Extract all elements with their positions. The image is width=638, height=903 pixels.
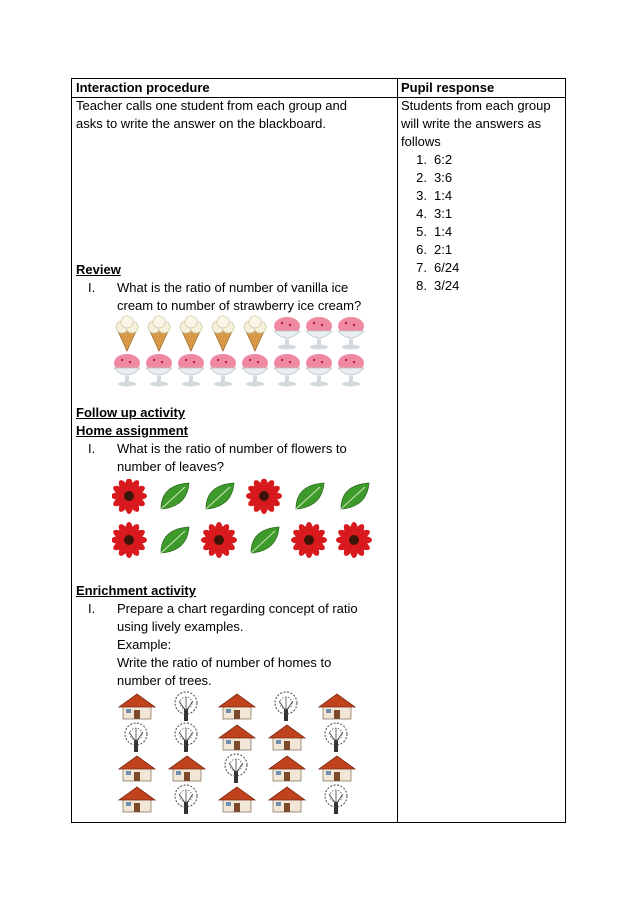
tree-icon (175, 692, 197, 721)
leaf-icon (161, 527, 189, 553)
enrichment-heading: Enrichment activity (76, 583, 196, 598)
enrichment-line-2: using lively examples. (117, 619, 244, 634)
intro-line-2: asks to write the answer on the blackboard. (76, 116, 327, 131)
intro-line-1: Teacher calls one student from each group and (76, 98, 348, 113)
tree-icon (125, 723, 147, 752)
house-icon (169, 756, 205, 781)
strawberry-bowl-icon (210, 354, 236, 387)
strawberry-bowl-icon (306, 354, 332, 387)
enrichment-line-5: number of trees. (117, 673, 212, 688)
vanilla-cone-icon (212, 316, 234, 351)
lesson-table (71, 78, 566, 823)
header-interaction-procedure: Interaction procedure (76, 80, 210, 95)
strawberry-bowl-icon (274, 354, 300, 387)
house-icon (269, 725, 305, 750)
enrichment-line-4: Write the ratio of number of homes to (117, 655, 332, 670)
vanilla-cone-icon (148, 316, 170, 351)
vanilla-cone-icon (244, 316, 266, 351)
column-divider (397, 79, 398, 822)
strawberry-bowl-icon (114, 354, 140, 387)
house-icon (219, 725, 255, 750)
followup-question-line-1: What is the ratio of number of flowers to (117, 441, 347, 456)
header-pupil-response: Pupil response (401, 80, 495, 95)
list-item: 1. 6:2 (416, 152, 453, 167)
vanilla-cone-icon (116, 316, 138, 351)
tree-icon (325, 785, 347, 814)
leaf-icon (296, 483, 324, 509)
strawberry-bowl-icon (242, 354, 268, 387)
enrichment-line-1: Prepare a chart regarding concept of ratio (117, 601, 358, 616)
leaf-icon (206, 483, 234, 509)
list-item: 2. 3:6 (416, 170, 453, 185)
house-icon (219, 694, 255, 719)
flower-leaf-picture (112, 479, 382, 569)
review-question-line-1: What is the ratio of number of vanilla ice (117, 280, 349, 295)
leaf-icon (341, 483, 369, 509)
strawberry-bowl-icon (306, 317, 332, 350)
house-tree-picture (117, 691, 377, 815)
review-question-line-2: cream to number of strawberry ice cream? (117, 298, 362, 313)
list-item: 3. 1:4 (416, 188, 453, 203)
house-icon (319, 756, 355, 781)
flower-icon (246, 479, 282, 514)
tree-icon (325, 723, 347, 752)
house-icon (269, 787, 305, 812)
strawberry-bowl-icon (338, 317, 364, 350)
flower-icon (112, 522, 147, 558)
followup-number: I. (88, 441, 96, 456)
tree-icon (275, 692, 297, 721)
flower-icon (201, 522, 237, 558)
list-item: 7. 6/24 (416, 260, 460, 275)
strawberry-bowl-icon (338, 354, 364, 387)
home-assignment-heading: Home assignment (76, 423, 188, 438)
leaf-icon (161, 483, 189, 509)
table-header-row (72, 79, 565, 98)
flower-icon (291, 522, 327, 558)
strawberry-bowl-icon (274, 317, 300, 350)
house-icon (119, 787, 155, 812)
answer-list (401, 151, 459, 295)
list-item: 8. 3/24 (416, 278, 460, 293)
followup-heading: Follow up activity (76, 405, 186, 420)
response-intro-line-3: follows (401, 134, 441, 149)
followup-question-line-2: number of leaves? (117, 459, 224, 474)
list-item: 6. 2:1 (416, 242, 453, 257)
house-icon (269, 756, 305, 781)
enrichment-line-3: Example: (117, 637, 172, 652)
strawberry-bowl-icon (146, 354, 172, 387)
review-heading: Review (76, 262, 121, 277)
leaf-icon (251, 527, 279, 553)
flower-icon (336, 522, 372, 558)
response-intro-line-1: Students from each group (401, 98, 551, 113)
icecream-picture (112, 315, 382, 389)
tree-icon (175, 785, 197, 814)
house-icon (119, 756, 155, 781)
enrichment-number: I. (88, 601, 96, 616)
list-item: 5. 1:4 (416, 224, 453, 239)
strawberry-bowl-icon (178, 354, 204, 387)
house-icon (219, 787, 255, 812)
review-number: I. (88, 280, 96, 295)
vanilla-cone-icon (180, 316, 202, 351)
response-intro-line-2: will write the answers as (401, 116, 542, 131)
tree-icon (175, 723, 197, 752)
flower-icon (112, 479, 147, 514)
tree-icon (225, 754, 247, 783)
house-icon (319, 694, 355, 719)
house-icon (119, 694, 155, 719)
list-item: 4. 3:1 (416, 206, 453, 221)
